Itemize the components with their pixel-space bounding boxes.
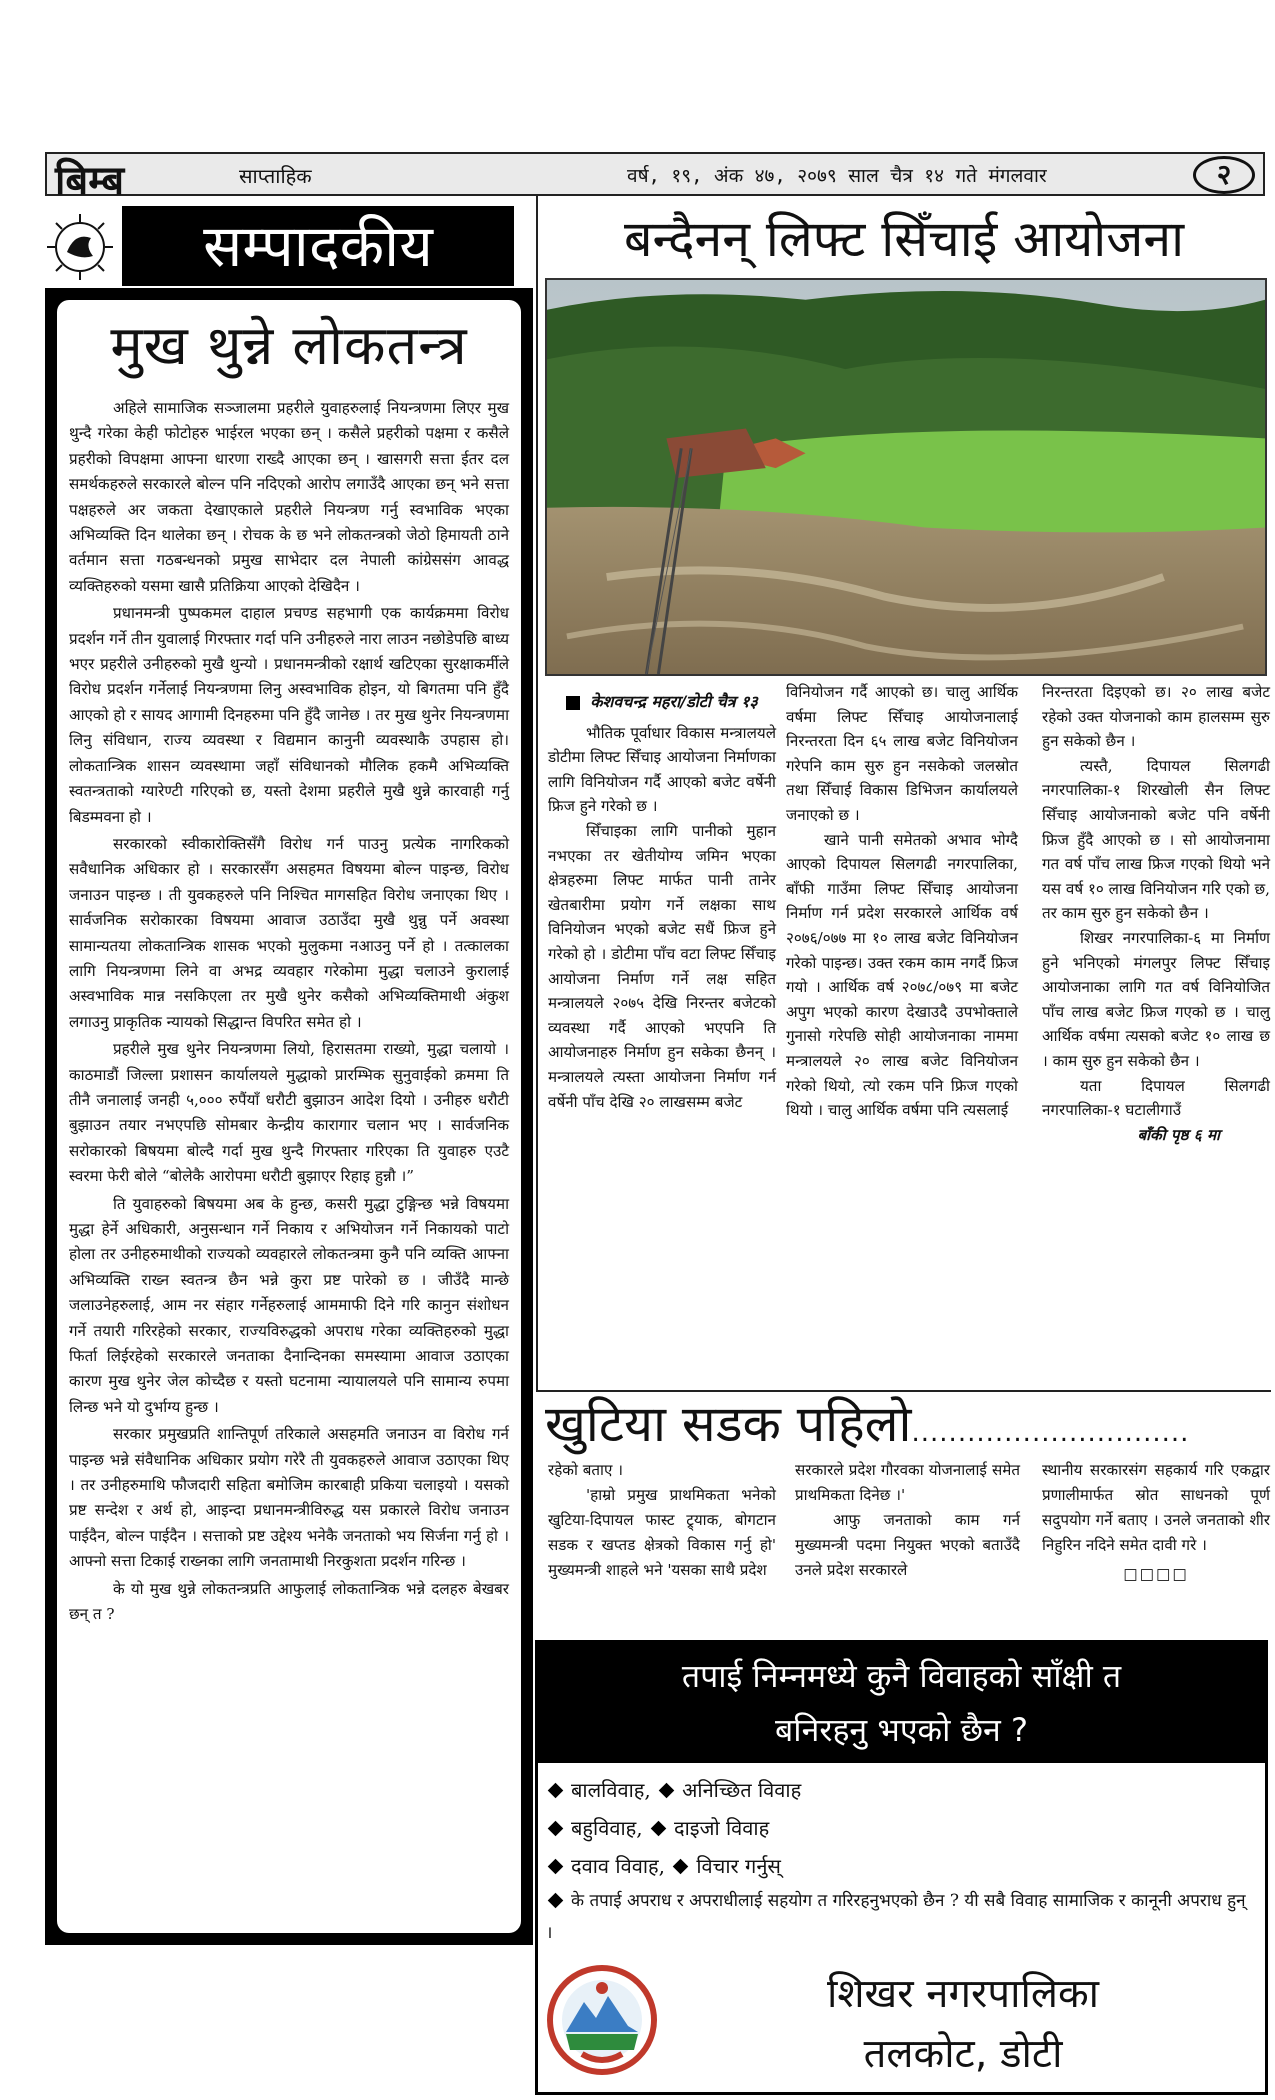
square-bullet-icon [566, 696, 580, 710]
ad-list-row [546, 1771, 1257, 1809]
ad-note: के तपाई अपराध र अपराधीलाई सहयोग त गरिरहनुभएको छैन ? यी सबै विवाह सामाजिक र कानूनी अपराध हुन् । [546, 1891, 1246, 1943]
headline-dots: .............................. [911, 1418, 1190, 1448]
article-paragraph: सरकारले प्रदेश गौरवका योजनालाई समेत प्राथमिकता दिनेछ ।' [795, 1461, 1020, 1504]
article-headline: बन्दैनन् लिफ्ट सिँचाई आयोजना [623, 210, 1185, 268]
article2-column [548, 1458, 776, 1583]
diamond-bullet-icon [548, 1783, 564, 1799]
newspaper-logo: बिम्ब [55, 158, 125, 204]
municipality-location: तलकोट, डोटी [863, 2031, 1063, 2077]
ad-list-row [546, 1847, 1257, 1885]
ad-item: बहुविवाह, [571, 1816, 643, 1840]
diamond-bullet-icon [548, 1821, 564, 1837]
ad-note-row [546, 1885, 1257, 1949]
article-paragraph: स्थानीय सरकारसंग सहकार्य गरि एकद्वार प्रणालीमार्फत स्रोत साधनको पूर्ण सदुपयोग गर्ने बताए । उनले जनताको शीर निहुरिन नदिने समेत दावी गरे । [1042, 1461, 1270, 1554]
editorial-title: मुख थुन्ने लोकतन्त्र [110, 314, 468, 377]
article-paragraph: शिखर नगरपालिका-६ मा निर्माण हुने भनिएको मंगलपुर लिफ्ट सिँचाइ आयोजनाका लागि गत वर्ष विनियोजित पाँच लाख बजेट फ्रिज गएको छ । चालु आर्थिक वर्षमा त्यसको बजेट १० लाख छ । काम सुरु हुन सकेको छैन । [1042, 928, 1270, 1070]
article-paragraph: भौतिक पूर्वाधार विकास मन्त्रालयले डोटीमा लिफ्ट सिँचाइ आयोजना निर्माणका लागि विनियोजन गर्दै आएको बजेट वर्षेनी फ्रिज हुने गरेको छ । [548, 723, 776, 816]
continued-note: बाँकी पृष्ठ ६ मा [1137, 1125, 1220, 1144]
editorial-paragraph: ति युवाहरुको बिषयमा अब के हुन्छ, कसरी मुद्धा टुङ्गिन्छ भन्ने विषयमा मुद्धा हेर्ने अधिकारी, अनुसन्धान गर्ने निकाय र अभियोजन गर्ने निकायको पाटो होला तर उनीहरुमाथीको राज्यको व्यवहारले लोकतन्त्रमा कुनै पनि व्यक्ति आफ्ना अभिव्यक्ति राख्न स्वतन्त्र छैन भन्ने कुरा प्रष्ट पारेको छ । जीउँदै मान्छे जलाउनेहरुलाई, आम नर संहार गर्नेहरुलाई आममाफी दिने गरि कानुन संशोधन गर्ने तयारी गरिरहेको सरकार, राज्यविरुद्धको अपराध गरेका व्यक्तिहरुको मुद्धा फिर्ता लिईरहेको सरकारले जनताका दैनान्दिनका समस्यामा आवाज उठाएका कारण मुख थुनेर जेल कोच्दैछ र यस्तो घटनामा न्यायालयले पनि सामान्य रुपमा लिन्छ भने यो दुर्भाग्य हुन्छ । [69, 1194, 509, 1416]
municipality-emblem-icon [544, 1962, 660, 2078]
ad-question-line: तपाई निम्नमध्ये कुनै विवाहको साँक्षी त [681, 1657, 1122, 1695]
article-column [1042, 680, 1270, 1147]
diamond-bullet-icon [548, 1893, 564, 1909]
article-column [786, 680, 1018, 1123]
article-column [548, 690, 776, 1114]
article2-column [795, 1458, 1020, 1583]
article2-headline-text: खुटिया सडक पहिलो [545, 1395, 912, 1453]
editorial-box [45, 288, 533, 1945]
ad-item: दवाव विवाह, [571, 1854, 665, 1878]
end-marks: □□□□ [1123, 1565, 1189, 1583]
editorial-banner: सम्पादकीय [122, 206, 514, 286]
article-paragraph: आफु जनताको काम गर्न मुख्यमन्त्री पदमा नियुक्त भएको बताउँदै उनले प्रदेश सरकारले [795, 1511, 1020, 1579]
editorial-emblem-icon [45, 212, 115, 282]
article-paragraph: सिँचाइका लागि पानीको मुहान नभएका तर खेतीयोग्य जमिन भएका क्षेत्रहरुमा लिफ्ट मार्फत पानी तानेर खेतबारीमा प्रयोग गर्ने लक्षका साथ विनियोजन भएको बजेट सधैं फ्रिज हुने गरेको हो । डोटीमा पाँच वटा लिफ्ट सिँचाइ आयोजना निर्माण गर्ने लक्ष सहित मन्त्रालयले २०७५ देखि निरन्तर बजेटको व्यवस्था गर्दै आएको भएपनि ति आयोजनाहरु निर्माण हुन सकेका छैनन् । मन्त्रालयले त्यस्ता आयोजना निर्माण गर्न वर्षेनी पाँच देखि २० लाखसम्म बजेट [548, 821, 776, 1111]
editorial-paragraph: सरकार प्रमुखप्रति शान्तिपूर्ण तरिकाले असहमति जनाउन वा विरोध गर्न पाइन्छ भन्ने संवैधानिक अधिकार प्रयोग गरेरै ती युवकहरुले आवाज उठाएका थिए । तर उनीहरुमाथि फौजदारी सहिता बमोजिम कारबाही प्रकिया चलाइयो । यसको प्रष्ट सन्देश र अर्थ हो, आइन्दा प्रधानमन्त्रीविरुद्ध यस प्रकारले विरोध जनाउन पाईदैन, बोल्न पाईदैन । सत्ताको प्रष्ट उद्देश्य भनेकै जनताको भय सिर्जना गर्नु हो । आफ्नो सत्ता टिकाई राख्नका लागि जनतामाथी निरकुशता प्रदर्शन गरिन्छ । [69, 1425, 509, 1571]
article-paragraph: त्यस्तै, दिपायल सिलगढी नगरपालिका-१ शिरखोली सैन लिफ्ट सिँचाइ आयोजनाको बजेट पनि वर्षेनी फ्रिज हुँदै आएको छ । सो आयोजनामा गत वर्ष पाँच लाख फ्रिज गएको थियो भने यस वर्ष १० लाख विनियोजन गरि एको छ, तर काम सुरु हुन सकेको छैन । [1042, 756, 1270, 923]
column-divider [536, 196, 538, 1390]
byline [548, 690, 776, 715]
newspaper-subtitle: साप्ताहिक [239, 164, 312, 188]
article-paragraph: रहेको बताए । [548, 1461, 623, 1479]
ad-item: अनिच्छित विवाह [682, 1778, 802, 1802]
ad-list-row [546, 1809, 1257, 1847]
public-notice-ad [535, 1640, 1268, 2095]
article-paragraph: विनियोजन गर्दै आएको छ। चालु आर्थिक वर्षमा लिफ्ट सिँचाइ आयोजनालाई निरन्तरता दिन ६५ लाख बजेट विनियोजन गरेपनि काम सुरु हुन नसकेको जलस्रोत तथा सिँचाई विकास डिभिजन कार्यालयले जनाएको छ । [786, 683, 1018, 824]
diamond-bullet-icon [673, 1859, 689, 1875]
editorial-paragraph: प्रहरीले मुख थुनेर नियन्त्रणमा लियो, हिरासतमा राख्यो, मुद्धा चलायो । काठमाडौं जिल्ला प्रशासन कार्यालयले मुद्धाको प्रारम्भिक सुनुवाईको क्रममा ति तीनै जनालाई जनही ५,००० रुपैंयाँ धरौटी बुझाउन आदेश दियो । उनीहरु धरौटी बुझाउन तयार नभएपछि सोमबार केन्द्रीय कारागार चलान भए । सार्वजनिक सरोकारको बिषयमा बोल्दै गर्दा मुख थुन्दै गिरफ्तार गरिएका ति युवाहरु एउटै स्वरमा फेरी बोले “बोलेकै आरोपमा धरौटी बुझाएर रिहाइ हुन्नौ ।” [69, 1040, 509, 1186]
ad-item: बालविवाह, [571, 1778, 651, 1802]
ad-item: दाइजो विवाह [673, 1816, 770, 1840]
issue-info: वर्ष, १९, अंक ४७, २०७९ साल चैत्र १४ गते मंगलवार [627, 165, 1047, 187]
ad-footer [538, 1962, 1265, 2092]
article-paragraph: यता दिपायल सिलगढी नगरपालिका-१ घटालीगाउँ [1042, 1076, 1270, 1120]
editorial-paragraph: सरकारको स्वीकारोक्तिसँगै विरोध गर्न पाउनु प्रत्येक नागरिकको सवैधानिक अधिकार हो । सरकारसँग असहमत विषयमा बोल्न पाइन्छ, विरोध जनाउन पाइन्छ । ती युवकहरुले पनि निश्चित मागसहित विरोध जनाएका थिए । सार्वजनिक सरोकारका विषयमा आवाज उठाउँदा मुखै थुन्नु पर्ने अवस्था सामान्यतया लोकतान्त्रिक शासक भएको मुलुकमा नआउनु पर्ने हो । तत्कालका लागि नियन्त्रणमा लिने वा अभद्र व्यवहार गरेकोमा मुद्धा चलाउने कुरालाई अस्वभाविक मान्न नसकिएला तर मुखै थुनेर कसैको अभिव्यक्तिमाथी अंकुश लगाउनु प्राकृतिक न्यायको सिद्धान्त विपरित समेत हो । [69, 834, 509, 1031]
article-paragraph: 'हाम्रो प्रमुख प्राथमिकता भनेको खुटिया-दिपायल फास्ट ट्र्याक, बोगटान सडक र खप्तड क्षेत्रको विकास गर्नु हो' मुख्यमन्त्री शाहले भने 'यसका साथै प्रदेश [548, 1486, 776, 1579]
municipality-name: शिखर नगरपालिका [826, 1971, 1100, 2017]
diamond-bullet-icon [651, 1821, 667, 1837]
article-paragraph: निरन्तरता दिइएको छ। २० लाख बजेट रहेको उक्त योजनाको काम हालसम्म सुरु हुन सकेको छैन । [1042, 683, 1270, 751]
ad-question-line: बनिरहनु भएको छैन ? [775, 1711, 1028, 1749]
page-number: २ [1193, 156, 1255, 194]
byline-text: केशवचन्द्र महरा/डोटी चैत्र १३ [590, 692, 758, 711]
editorial-paragraph: अहिले सामाजिक सञ्जालमा प्रहरीले युवाहरुलाई नियन्त्रणमा लिएर मुख थुन्दै गरेका केही फोटोहरु भाईरल भएका छन् । कसैले प्रहरीको पक्षमा र कसैले प्रहरीको विपक्षमा आफ्ना धारणा राख्दै आएका छन् । खासगरी सत्ता ईतर दल समर्थकहरुले सरकारले बोल्न पनि नदिएको आरोप लगाउँदै आएका छन् भने सत्ता पक्षहरुले अर जकता देखाएकाले प्रहरीले नियन्त्रण गर्नु स्वभाविक भएका अभिव्यक्ति दिन थालेका छन् । रोचक के छ भने लोकतन्त्रको जेठो हिमायती ठानेे वर्तमान सत्ता गठबन्धनको प्रमुख साभेदार दल नेपाली कांग्रेससंग आवद्ध व्यक्तिहरुको यसमा खासै प्रतिक्रिया आएको देखिदैन । [69, 399, 509, 595]
masthead [45, 152, 1265, 204]
article-paragraph: खाने पानी समेतको अभाव भोग्दै आएको दिपायल सिलगढी नगरपालिका, बाँफी गाउँमा लिफ्ट सिँचाइ आयोजना निर्माण गर्न प्रदेश सरकारले आर्थिक वर्ष २०७६/०७७ मा १० लाख बजेट विनियोजन गरेको पाइन्छ। उक्त रकम काम नगर्दै फ्रिज गयो । आर्थिक वर्ष २०७८/०७९ मा बजेट अपुग भएको कारण देखाउदै उपभोक्ताले गुनासो गरेपछि सोही आयोजनाका नाममा मन्त्रालयले २० लाख बजेट विनियोजन गरेको थियो, त्यो रकम पनि फ्रिज गएको थियो । चालु आर्थिक वर्षमा पनि त्यसलाई [786, 830, 1018, 1120]
diamond-bullet-icon [548, 1859, 564, 1875]
article-photo [545, 278, 1267, 676]
diamond-bullet-icon [659, 1783, 675, 1799]
article2-column [1042, 1458, 1270, 1587]
ad-item: विचार गर्नुस् [696, 1854, 781, 1878]
editorial-paragraph: प्रधानमन्त्री पुष्पकमल दाहाल प्रचण्ड सहभागी एक कार्यक्रममा विरोध प्रदर्शन गर्ने तीन युवालाई गिरफ्तार गर्दा पनि उनीहरुले नारा लाउन नछोडेपछि बाध्य भएर प्रहरीले उनीहरुको मुखै थुन्यो । प्रधानमन्त्रीको रक्षार्थ खटिएका सुरक्षाकर्मीले विरोध प्रदर्शन गर्नेलाई नियन्त्रणमा लिनु अस्वभाविक होइन, यो बिगतमा पनि हुँदै आएको हो र सायद आगामी दिनहरुमा पनि हुँदै जानेछ । तर मुख थुनेर नियन्त्रणमा लिनु संविधान, राज्य व्यवस्था र विद्यमान कानुनी व्यवस्थाकै उपहास हो। लोकतान्त्रिक शासन व्यवस्थामा जहाँ संविधानको मौलिक हकमै अभिव्यक्ति स्वतन्त्रताको ग्यारेण्टी गरिएको छ, यस्तो देशमा प्रहरीले मुखै थुन्ने कारवाही गर्नु बिडम्मवना हो । [69, 604, 509, 826]
editorial-paragraph: के यो मुख थुन्ने लोकतन्त्रप्रति आफुलाई लोकतान्त्रिक भन्ने दलहरु बेखबर छन् त ? [69, 1579, 509, 1624]
ad-question [538, 1643, 1265, 1763]
ad-list [538, 1763, 1265, 1949]
